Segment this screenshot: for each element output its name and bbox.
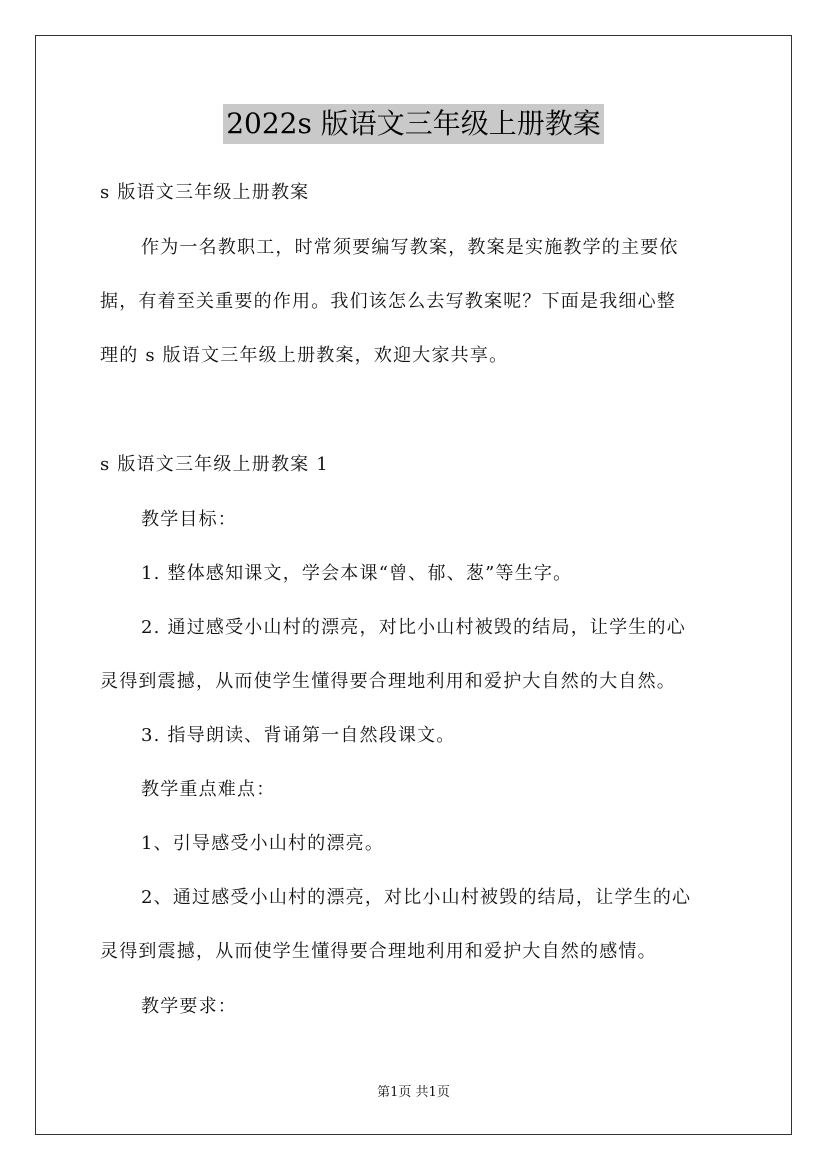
key-point-2-line-2: 灵得到震撼，从而使学生懂得要合理地利用和爱护大自然的感情。 [100,941,657,962]
document-title: 2022s 版语文三年级上册教案 [223,104,604,144]
intro-line-1: 作为一名教职工，时常须要编写教案，教案是实施教学的主要依 [141,237,679,258]
goals-heading: 教学目标： [141,509,237,530]
subtitle: s 版语文三年级上册教案 [100,182,310,203]
goal-2-line-2: 灵得到震撼，从而使学生懂得要合理地利用和爱护大自然的大自然。 [100,671,676,692]
goal-3: 3. 指导朗读、背诵第一自然段课文。 [141,725,456,746]
goal-1: 1. 整体感知课文，学会本课“曾、郁、葱”等生字。 [141,563,573,584]
requirements-heading: 教学要求： [141,996,237,1017]
key-point-2-line-1: 2、通过感受小山村的漂亮，对比小山村被毁的结局，让学生的心 [141,887,692,908]
key-points-heading: 教学重点难点： [141,779,276,800]
key-point-1: 1、引导感受小山村的漂亮。 [141,833,385,854]
goal-2-line-1: 2. 通过感受小山村的漂亮，对比小山村被毁的结局，让学生的心 [141,617,686,638]
page-footer: 第1页 共1页 [377,1085,450,1100]
intro-line-3: 理的 s 版语文三年级上册教案，欢迎大家共享。 [100,345,509,366]
section-heading: s 版语文三年级上册教案 1 [100,454,329,475]
title-container [0,104,827,144]
intro-line-2: 据，有着至关重要的作用。我们该怎么去写教案呢？下面是我细心整 [100,291,676,312]
